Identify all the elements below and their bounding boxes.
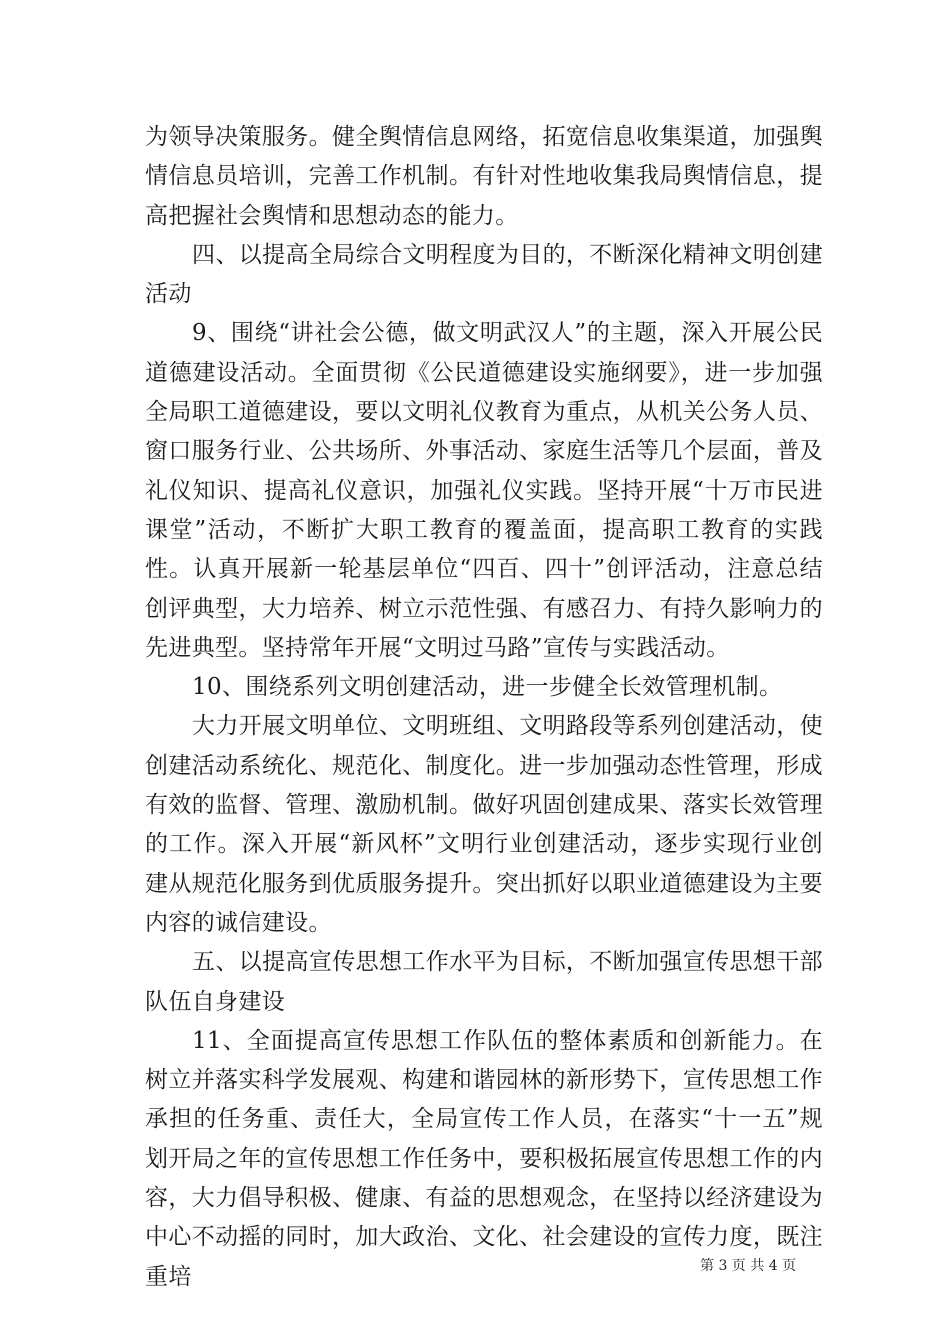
section-heading-5: 五、以提高宣传思想工作水平为目标，不断加强宣传思想干部队伍自身建设: [145, 949, 823, 1015]
paragraph-item-10: 10、围绕系列文明创建活动，进一步健全长效管理机制。: [192, 674, 783, 701]
paragraph-item-10-body: 大力开展文明单位、文明班组、文明路段等系列创建活动，使创建活动系统化、规范化、制度化。进一步加强动态性管理，形成有效的监督、管理、激励机制。做好巩固创建成果、落实长效管理的工作。深入开展“新风杯”文明行业创建活动，逐步实现行业创建从规范化服务到优质服务提升。突出抓好以职业道德建设为主要内容的诚信建设。: [145, 713, 823, 936]
page-number-footer: 第 3 页 共 4 页: [700, 1258, 797, 1274]
paragraph-item-11: 11、全面提高宣传思想工作队伍的整体素质和创新能力。在树立并落实科学发展观、构建和谐园林的新形势下，宣传思想工作承担的任务重、责任大，全局宣传工作人员，在落实“十一五”规划开局之年的宣传思想工作任务中，要积极拓展宣传思想工作的内容，大力倡导积极、健康、有益的思想观念，在坚持以经济建设为中心不动摇的同时，加大政治、文化、社会建设的宣传力度，既注重培: [145, 1027, 823, 1290]
section-heading-4: 四、以提高全局综合文明程度为目的，不断深化精神文明创建活动: [145, 241, 823, 308]
paragraph-item-9: 9、围绕“讲社会公德，做文明武汉人”的主题，深入开展公民道德建设活动。全面贯彻《公民道德建设实施纲要》，进一步加强全局职工道德建设，要以文明礼仪教育为重点，从机关公务人员、窗口服务行业、公共场所、外事活动、家庭生活等几个层面，普及礼仪知识、提高礼仪意识，加强礼仪实践。坚持开展“十万市民进课堂”活动，不断扩大职工教育的覆盖面，提高职工教育的实践性。认真开展新一轮基层单位“四百、四十”创评活动，注意总结创评典型，大力培养、树立示范性强、有感召力、有持久影响力的先进典型。坚持常年开展“文明过马路”宣传与实践活动。: [145, 320, 823, 661]
document-body: [145, 118, 823, 1297]
paragraph-continuation: 为领导决策服务。健全舆情信息网络，拓宽信息收集渠道，加强舆情信息员培训，完善工作机制。有针对性地收集我局舆情信息，提高把握社会舆情和思想动态的能力。: [145, 124, 823, 229]
